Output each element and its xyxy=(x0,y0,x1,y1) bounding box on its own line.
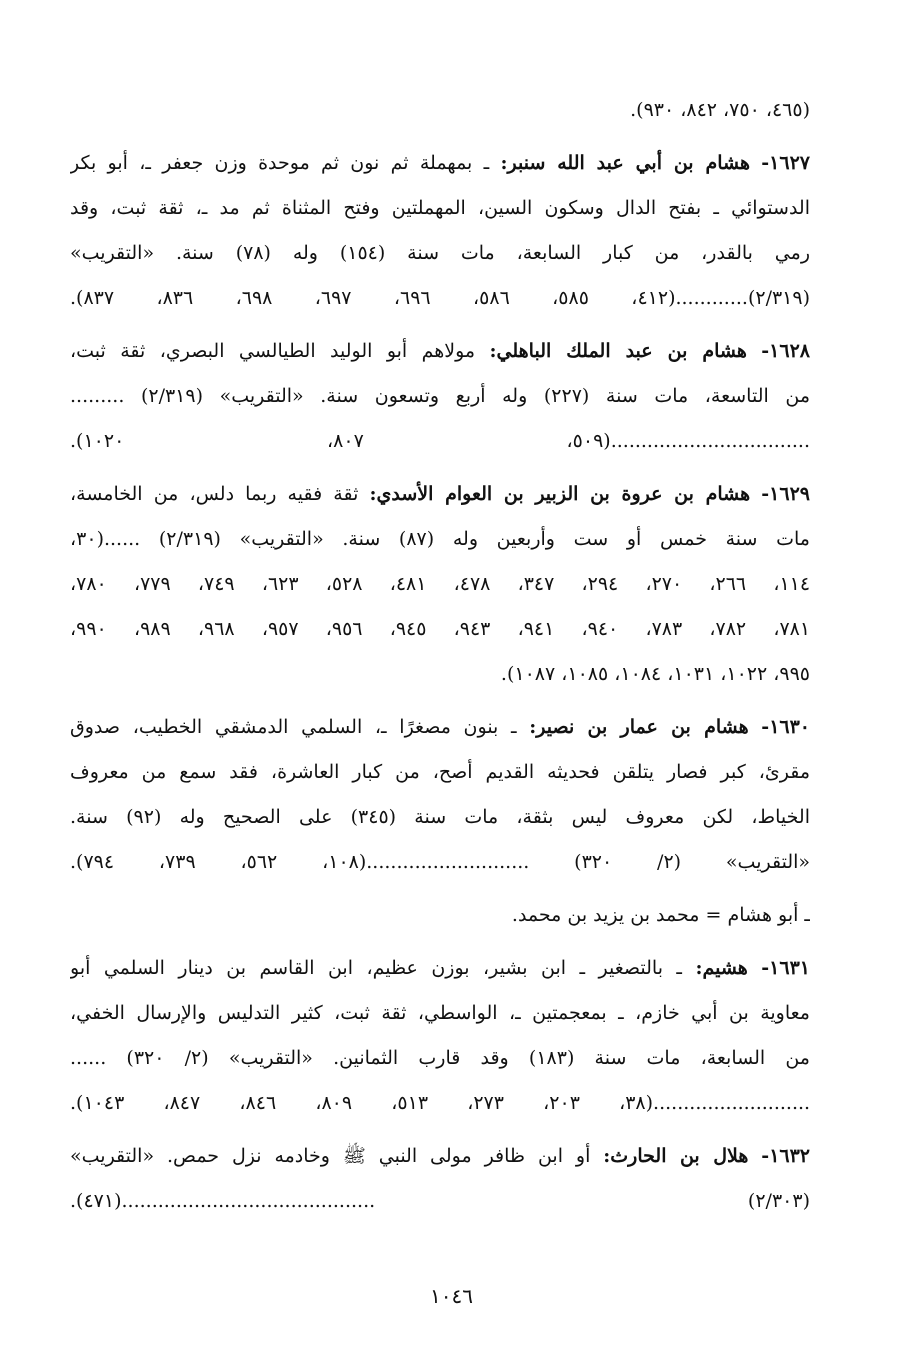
entry-text: ـ بالتصغير ـ ابن بشير، بوزن عظيم، ابن القاسم بن دينار السلمي أبو xyxy=(70,957,682,979)
entry-number: ١٦٢٨- xyxy=(761,340,810,362)
entry-name: هشام بن أبي عبد الله سنبر: xyxy=(500,152,750,174)
page-body xyxy=(70,88,810,1224)
entry-1632 xyxy=(70,1134,810,1224)
entry-1631 xyxy=(70,946,810,1126)
entry-text: .................................(٥٠٩، ٨٠٧، ١٠٢٠). xyxy=(70,430,810,452)
entry-1630 xyxy=(70,705,810,885)
cross-reference: ـ أبو هشام = محمد بن يزيد بن محمد. xyxy=(511,904,810,926)
entry-text: ..........................(٣٨، ٢٠٣، ٢٧٣، ٥١٣، ٨٠٩، ٨٤٦، ٨٤٧، ١٠٤٣). xyxy=(70,1092,810,1114)
entry-text: ـ بمهملة ثم نون ثم موحدة وزن جعفر ـ، أبو بكر xyxy=(70,152,490,174)
entry-1628 xyxy=(70,329,810,464)
entry-name: هشام بن عبد الملك الباهلي: xyxy=(489,340,747,362)
entry-number: ١٦٣٢- xyxy=(761,1145,810,1167)
entry-number: ١٦٣٠- xyxy=(761,716,810,738)
entry-number: ١٦٢٧- xyxy=(761,152,810,174)
continuation-line: (٤٦٥، ٧٥٠، ٨٤٢، ٩٣٠). xyxy=(630,99,810,121)
entry-name: هشام بن عمار بن نصير: xyxy=(529,716,749,738)
entry-number: ١٦٣١- xyxy=(761,957,810,979)
entry-name: هلال بن الحارث: xyxy=(603,1145,749,1167)
entry-number: ١٦٢٩- xyxy=(761,483,810,505)
entry-1627 xyxy=(70,141,810,321)
entry-text: مولاهم أبو الوليد الطيالسي البصري، ثقة ثبت، xyxy=(70,340,476,362)
entry-text: من السابعة، مات سنة (١٨٣) وقد قارب الثمانين. «التقريب» (٢/ ٣٢٠) ...... xyxy=(70,1047,810,1069)
entry-text: ـ بنون مصغرًا ـ، السلمي الدمشقي الخطيب، صدوق xyxy=(70,716,517,738)
entry-text: «التقريب» (٢/ ٣٢٠) ...........................(١٠٨، ٥٦٢، ٧٣٩، ٧٩٤). xyxy=(70,851,810,873)
entry-text: من التاسعة، مات سنة (٢٢٧) وله أربع وتسعون سنة. «التقريب» (٢/٣١٩) ......... xyxy=(70,385,810,407)
entry-text: (٢/٣٠٣) ..........................................(٤٧١). xyxy=(70,1190,810,1212)
entry-text: (٢/٣١٩)............(٤١٢، ٥٨٥، ٥٨٦، ٦٩٦، ٦٩٧، ٦٩٨، ٨٣٦، ٨٣٧). xyxy=(70,287,810,309)
entry-text: ثقة فقيه ربما دلس، من الخامسة، xyxy=(70,483,359,505)
entry-text: معاوية بن أبي خازم، ـ بمعجمتين ـ، الواسطي، ثقة ثبت، كثير التدليس والإرسال الخفي، xyxy=(70,1002,810,1024)
entry-name: هشام بن عروة بن الزبير بن العوام الأسدي: xyxy=(369,483,751,505)
entry-text: مقرئ، كبر فصار يتلقن فحديثه القديم أصح، من كبار العاشرة، فقد سمع من معروف xyxy=(70,761,810,783)
entry-text: مات سنة خمس أو ست وأربعين وله (٨٧) سنة. «التقريب» (٢/٣١٩) ......(٣٠، xyxy=(70,528,810,550)
entry-text: ١١٤، ٢٦٦، ٢٧٠، ٢٩٤، ٣٤٧، ٤٧٨، ٤٨١، ٥٢٨، ٦٢٣، ٧٤٩، ٧٧٩، ٧٨٠، xyxy=(70,573,810,595)
entry-text: ٧٨١، ٧٨٢، ٧٨٣، ٩٤٠، ٩٤١، ٩٤٣، ٩٤٥، ٩٥٦، ٩٥٧، ٩٦٨، ٩٨٩، ٩٩٠، xyxy=(70,618,810,640)
entry-text: أو ابن ظافر مولى النبي ﷺ وخادمه نزل حمص. «التقريب» xyxy=(70,1145,591,1167)
entry-text: الخياط، لكن معروف ليس بثقة، مات سنة (٣٤٥) على الصحيح وله (٩٢) سنة. xyxy=(70,806,810,828)
entry-text: رمي بالقدر، من كبار السابعة، مات سنة (١٥٤) وله (٧٨) سنة. «التقريب» xyxy=(70,242,810,264)
entry-name: هشيم: xyxy=(695,957,748,979)
page-number: ١٠٤٦ xyxy=(430,1284,473,1308)
entry-text: ٩٩٥، ١٠٢٢، ١٠٣١، ١٠٨٤، ١٠٨٥، ١٠٨٧). xyxy=(500,663,810,685)
entry-1629 xyxy=(70,472,810,697)
entry-text: الدستوائي ـ بفتح الدال وسكون السين، المهملتين وفتح المثناة ثم مد ـ، ثقة ثبت، وقد xyxy=(70,197,810,219)
